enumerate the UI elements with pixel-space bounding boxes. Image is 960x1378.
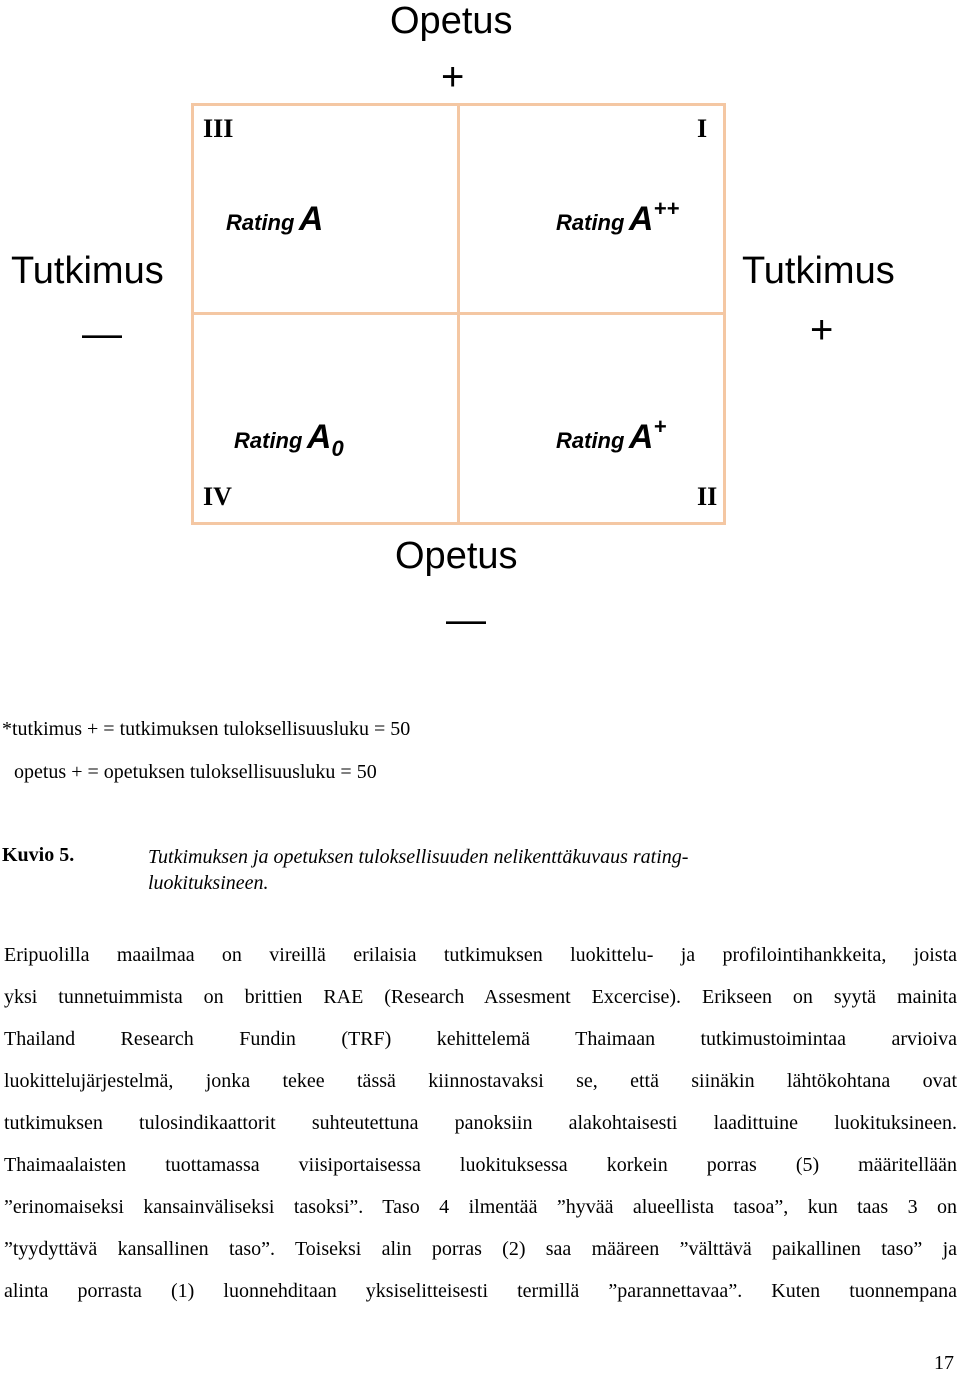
rating-word: Rating	[226, 210, 295, 235]
bottom-axis-sign: —	[446, 598, 486, 642]
paragraph-line: tutkimuksen tulosindikaattorit suhteutettuna panoksiin alakohtaisesti laadittuine luokituksineen.	[4, 1112, 957, 1134]
rating-bottom-right	[556, 414, 667, 457]
caption-line-2: luokituksineen.	[148, 872, 269, 894]
top-axis-sign: +	[441, 55, 465, 99]
paragraph-line: Eripuolilla maailmaa on vireillä erilaisia tutkimuksen luokittelu- ja profilointihankkeita, joista	[4, 944, 957, 966]
paragraph-line: ”erinomaiseksi kansainväliseksi tasoksi”. Taso 4 ilmentää ”hyvää alueellista tasoa”, kun taas 3 on	[4, 1196, 957, 1218]
bottom-axis-label: Opetus	[395, 535, 518, 577]
rating-mark: ++	[653, 196, 680, 221]
page-number: 17	[934, 1352, 954, 1374]
caption-line-1: Tutkimuksen ja opetuksen tuloksellisuuden nelikenttäkuvaus rating-	[148, 846, 689, 868]
rating-letter: A	[628, 200, 654, 238]
paragraph-line: luokittelujärjestelmä, jonka tekee tässä kiinnostavaksi se, että siinäkin lähtökohtana ovat	[4, 1070, 957, 1092]
rating-letter: A	[306, 418, 332, 456]
quadrant-numeral-iv: IV	[203, 482, 232, 511]
right-axis-label: Tutkimus	[742, 250, 895, 292]
paragraph-line: alinta porrasta (1) luonnehditaan yksiselitteisesti termillä ”parannettavaa”. Kuten tuonnempana	[4, 1280, 957, 1302]
top-axis-label: Opetus	[390, 0, 513, 42]
paragraph-line: Thailand Research Fundin (TRF) kehittelemä Thaimaan tutkimustoimintaa arvioiva	[4, 1028, 957, 1050]
rating-mark: +	[653, 414, 667, 439]
right-axis-sign: +	[810, 308, 834, 352]
quadrant-numeral-iii: III	[203, 114, 234, 143]
paragraph-line: ”tyydyttävä kansallinen taso”. Toiseksi alin porras (2) saa määreen ”välttävä paikallinen taso” ja	[4, 1238, 957, 1260]
rating-word: Rating	[556, 210, 625, 235]
body-paragraph	[4, 934, 957, 1312]
rating-bottom-left	[234, 418, 344, 461]
rating-top-right	[556, 196, 680, 239]
caption-number: Kuvio 5.	[2, 844, 75, 866]
paragraph-line: Thaimaalaisten tuottamassa viisiportaisessa luokituksessa korkein porras (5) määritellään	[4, 1154, 957, 1176]
quadrant-numeral-ii: II	[697, 482, 718, 511]
rating-letter: A	[628, 418, 654, 456]
paragraph-line: yksi tunnetuimmista on brittien RAE (Research Assesment Excercise). Erikseen on syytä mainita	[4, 986, 957, 1008]
note-teaching: opetus + = opetuksen tuloksellisuusluku = 50	[14, 761, 377, 783]
quadrant-numeral-i: I	[697, 114, 708, 143]
note-research: *tutkimus + = tutkimuksen tuloksellisuusluku = 50	[2, 718, 411, 740]
left-axis-sign: —	[82, 312, 122, 356]
rating-top-left	[226, 200, 323, 239]
grid-horizontal-divider	[191, 312, 726, 315]
rating-letter: A	[298, 200, 324, 238]
rating-word: Rating	[234, 428, 303, 453]
rating-word: Rating	[556, 428, 625, 453]
rating-mark: 0	[331, 436, 344, 461]
left-axis-label: Tutkimus	[11, 250, 164, 292]
